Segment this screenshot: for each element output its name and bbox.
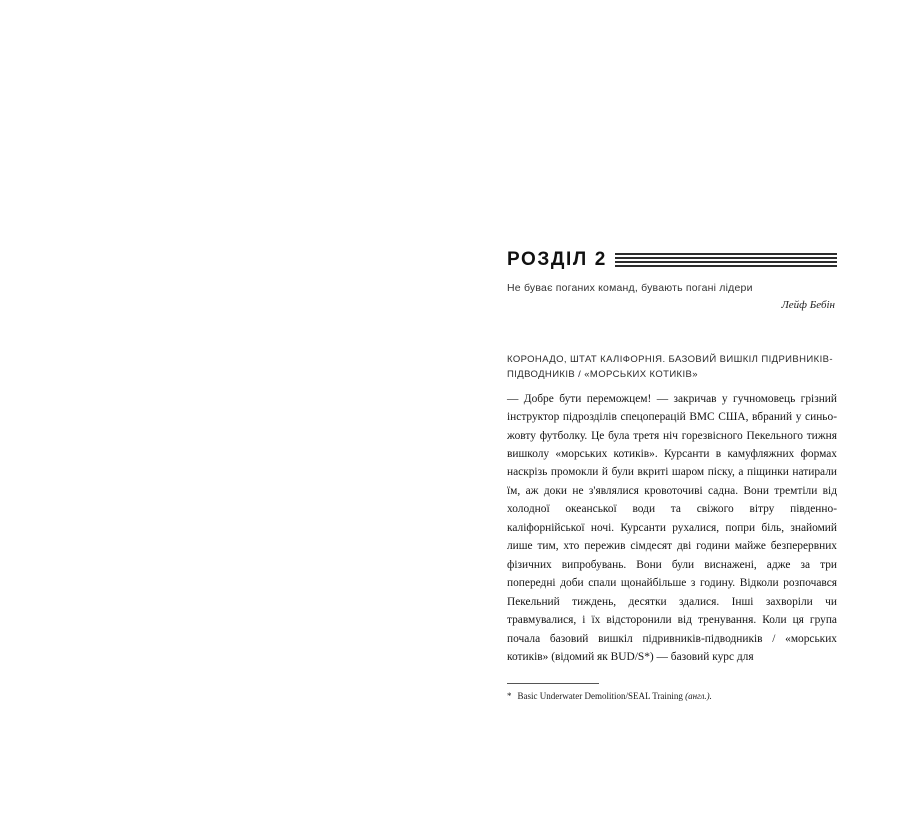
footnote-language-note: (англ.). <box>685 690 712 701</box>
footnote-block <box>507 683 837 703</box>
rule-line-2 <box>615 257 837 259</box>
body-paragraph: — Добре бути переможцем! — закричав у гучномовець грізний інструктор підрозділів спецоперацій ВМС США, вбраний у синьо-жовту футболку. Це була третя ніч горезвісного Пекельного тижня вишколу «морських котиків». Курсанти в камуфляжних формах наскрізь промокли й були вкриті шаром піску, а піщинки натирали їм, аж доки не з'являлися кровоточиві садна. Вони тремтіли від холодної океанської води та свіжого вітру південно-каліфорнійської ночі. Курсанти рухалися, попри біль, знайомий лише тим, хто пережив сімдесят дві години майже безперервних фізичних випробувань. Вони були виснажені, адже за три попередні доби спали щонайбільше з годину. Відколи розпочався Пекельний тиждень, десятки здалися. Інші захворіли чи травмувалися, і їх відсторонили від тренування. Коли ця група почала базовий вишкіл підривників-підводників / «морських котиків» (відомий як BUD/S*) — базовий курс для <box>507 392 837 664</box>
footnote-separator <box>507 683 599 684</box>
footnote-marker: * <box>507 690 512 701</box>
chapter-number: РОЗДІЛ 2 <box>507 249 607 270</box>
body-text-block <box>507 390 837 667</box>
footnote-text: Basic Underwater Demolition/SEAL Training <box>517 690 683 701</box>
rule-line-1 <box>615 253 837 255</box>
rule-line-4 <box>615 265 837 267</box>
page-content <box>507 250 837 702</box>
rule-line-3 <box>615 261 837 263</box>
chapter-header <box>507 250 837 269</box>
chapter-rule-lines <box>615 252 837 267</box>
right-page <box>450 0 900 817</box>
chapter-attribution: Лейф Бебін <box>781 299 835 312</box>
section-location-label: КОРОНАДО, ШТАТ КАЛІФОРНІЯ. БАЗОВИЙ ВИШКІЛ ПІДРИВНИКІВ-ПІДВОДНИКІВ / «МОРСЬКИХ КОТИКІВ» <box>507 354 833 380</box>
footnote-line <box>507 690 837 703</box>
chapter-subtitle: Не буває поганих команд, бувають погані лідери <box>507 282 753 294</box>
